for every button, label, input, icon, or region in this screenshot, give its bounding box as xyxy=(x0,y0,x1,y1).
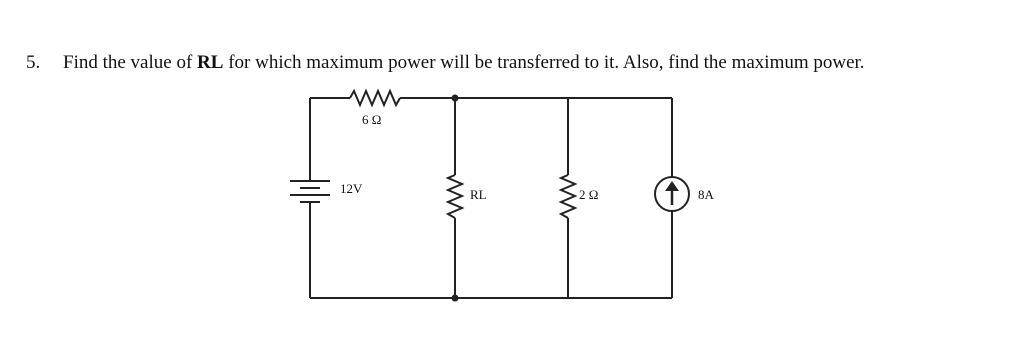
rl-symbol: RL xyxy=(197,52,224,73)
resistor-rl xyxy=(448,175,462,218)
question-text-before: Find the value of xyxy=(63,52,198,73)
junction-dot-top xyxy=(452,95,459,102)
resistor-rl-label: RL xyxy=(470,187,487,202)
resistor-6-ohm xyxy=(350,91,400,105)
current-source-symbol xyxy=(655,177,689,211)
battery-symbol xyxy=(290,181,330,202)
battery-label: 12V xyxy=(340,181,363,196)
question-text-after: for which maximum power will be transferred to it. Also, find the maximum power. xyxy=(223,52,865,73)
current-source-label: 8A xyxy=(698,187,714,202)
resistor-2-ohm xyxy=(561,175,575,218)
junction-dot-bottom xyxy=(452,295,459,302)
question-number: 5. xyxy=(26,52,41,73)
resistor-6-ohm-label: 6 Ω xyxy=(362,112,382,127)
resistor-2-ohm-label: 2 Ω xyxy=(579,187,599,202)
